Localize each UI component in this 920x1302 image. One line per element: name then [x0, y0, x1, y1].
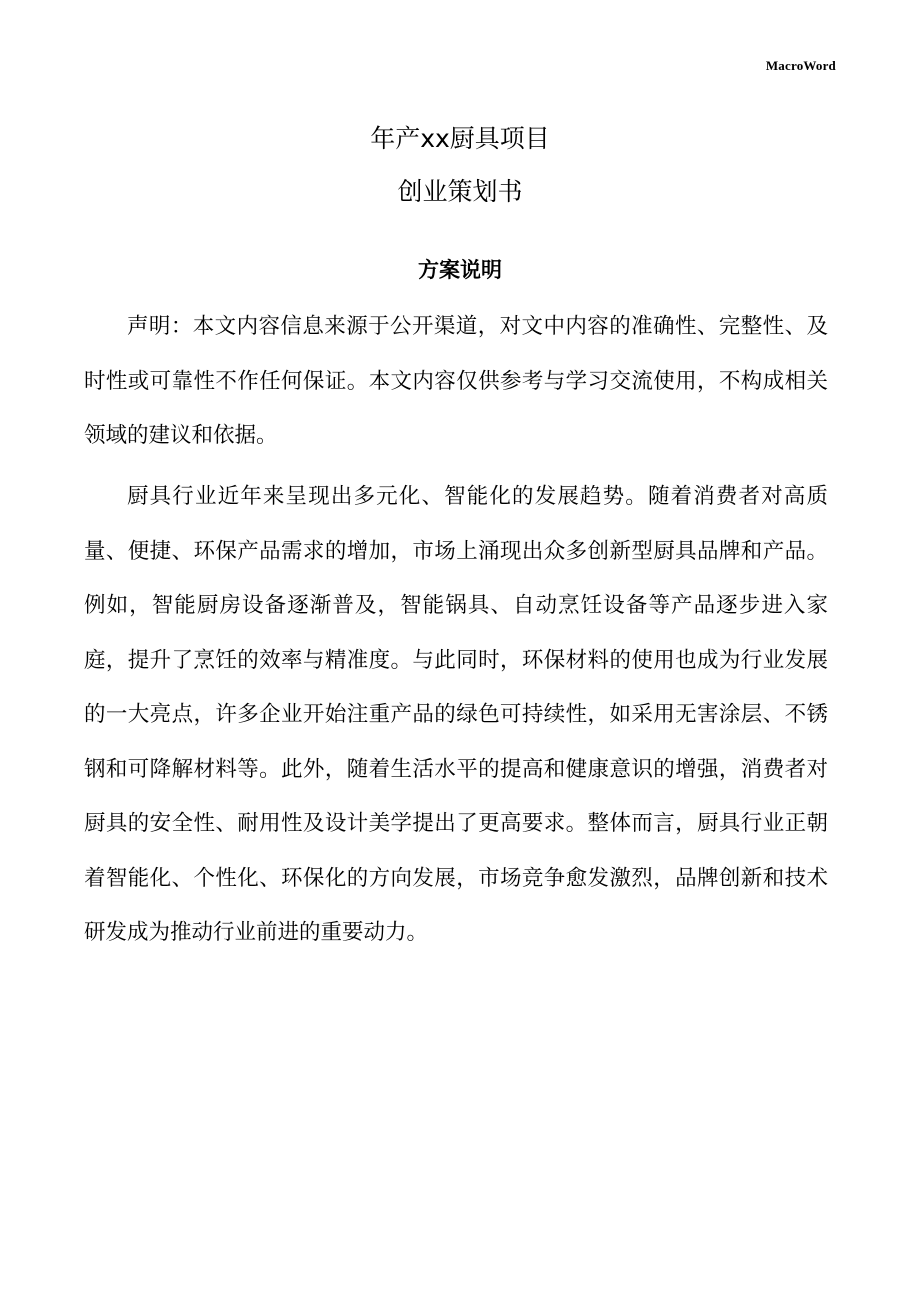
document-title: 年产xx厨具项目	[370, 124, 550, 153]
section-heading: 方案说明	[418, 258, 502, 282]
header-brand: MacroWord	[765, 58, 836, 73]
disclaimer-paragraph: 声明：本文内容信息来源于公开渠道，对文中内容的准确性、完整性、及时性或可靠性不作任何保证。本文内容仅供参考与学习交流使用，不构成相关领域的建议和依据。	[84, 314, 828, 448]
industry-overview-paragraph: 厨具行业近年来呈现出多元化、智能化的发展趋势。随着消费者对高质量、便捷、环保产品需求的增加，市场上涌现出众多创新型厨具品牌和产品。例如，智能厨房设备逐渐普及，智能锅具、自动烹饪设备等产品逐步进入家庭，提升了烹饪的效率与精准度。与此同时，环保材料的使用也成为行业发展的一大亮点，许多企业开始注重产品的绿色可持续性，如采用无害涂层、不锈钢和可降解材料等。此外，随着生活水平的提高和健康意识的增强，消费者对厨具的安全性、耐用性及设计美学提出了更高要求。整体而言，厨具行业正朝着智能化、个性化、环保化的方向发展，市场竞争愈发激烈，品牌创新和技术研发成为推动行业前进的重要动力。	[84, 484, 828, 945]
document-subtitle: 创业策划书	[397, 177, 523, 206]
